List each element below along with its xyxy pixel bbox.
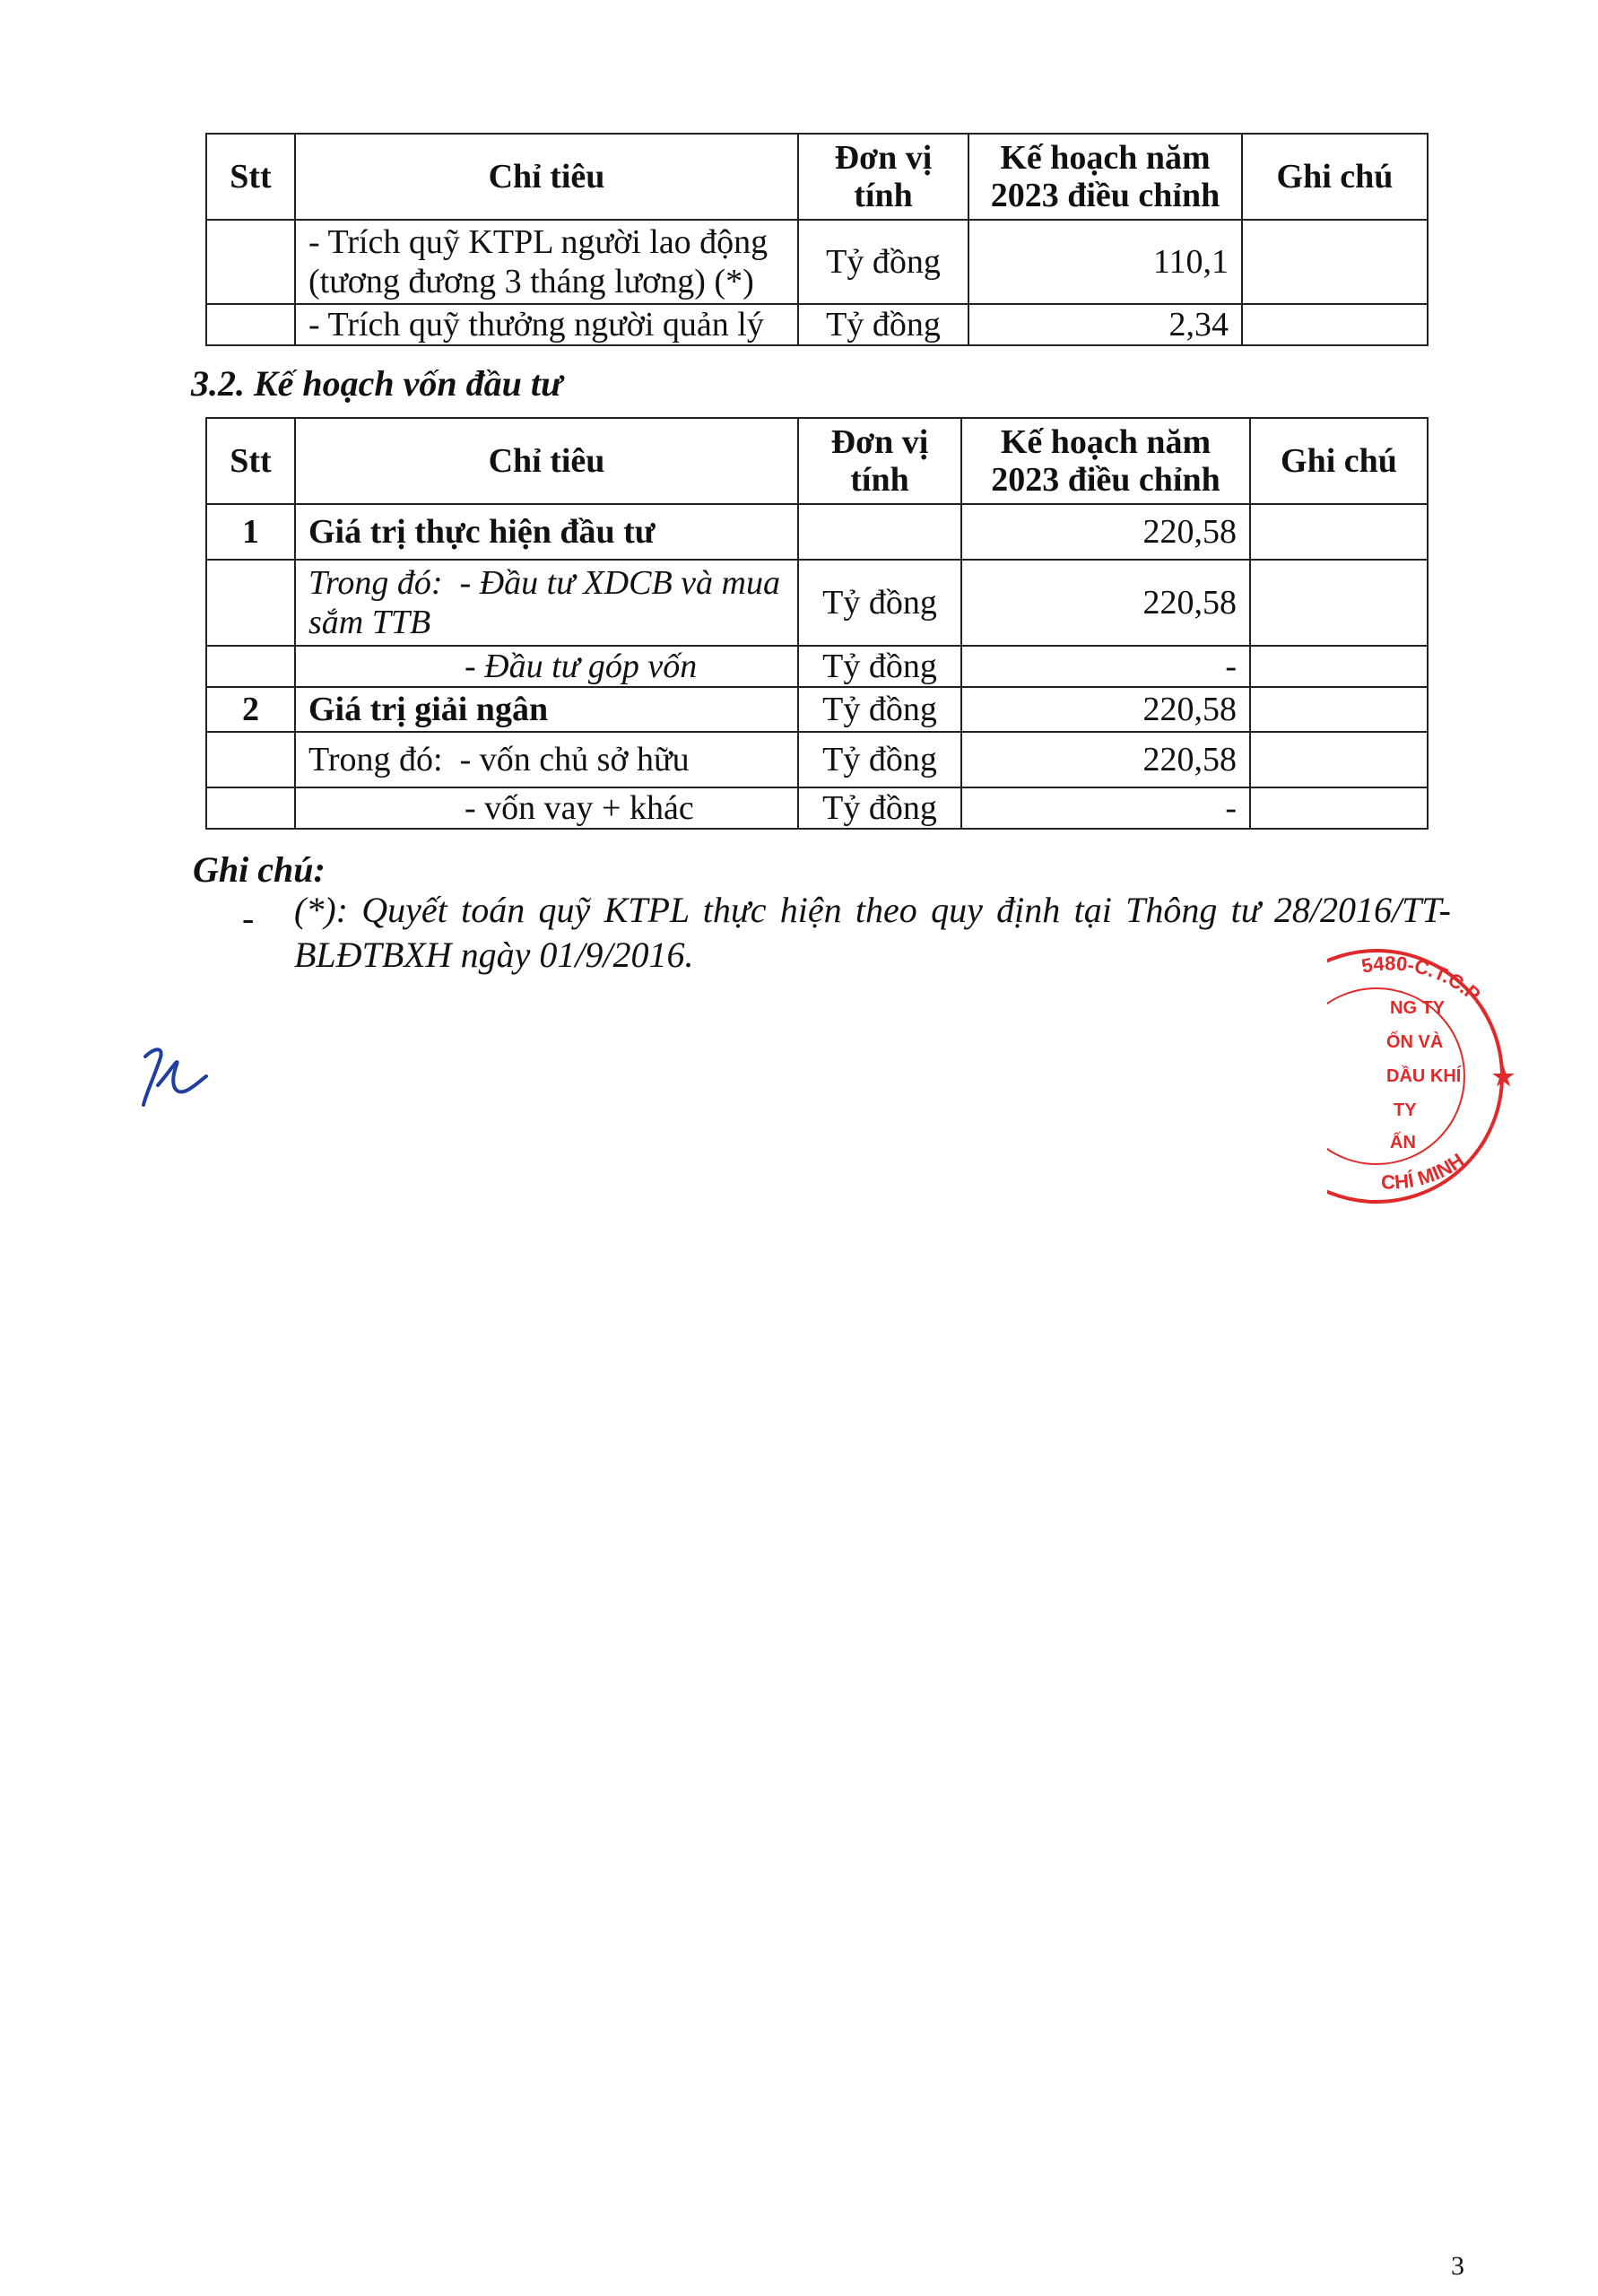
table-row <box>206 220 1428 304</box>
section-title: 3.2. Kế hoạch vốn đầu tư <box>191 363 563 404</box>
cell-stt <box>206 220 295 304</box>
cell-prefix: Trong đó: <box>308 741 443 778</box>
cell-chi-tieu: Giá trị thực hiện đầu tư <box>295 504 798 560</box>
cell-don-vi: Tỷ đồng <box>798 304 968 345</box>
cell-value: 220,58 <box>961 732 1250 787</box>
cell-chi-tieu: - Trích quỹ thưởng người quản lý <box>295 304 798 345</box>
header-ghi-chu: Ghi chú <box>1242 134 1428 220</box>
table-header-row <box>206 134 1428 220</box>
cell-chi-tieu <box>295 787 798 829</box>
cell-item: - vốn chủ sở hữu <box>459 741 690 778</box>
cell-prefix: Trong đó: <box>308 564 443 602</box>
cell-stt <box>206 646 295 687</box>
investment-table <box>205 417 1429 830</box>
cell-stt <box>206 787 295 829</box>
header-don-vi: Đơn vị tính <box>798 418 961 504</box>
page-number: 3 <box>1451 2251 1464 2281</box>
cell-value: 2,34 <box>968 304 1242 345</box>
cell-chi-tieu: - Trích quỹ KTPL người lao động (tương đương 3 tháng lương) (*) <box>295 220 798 304</box>
cell-item: - Đầu tư góp vốn <box>465 648 698 685</box>
cell-value: - <box>961 646 1250 687</box>
header-ke-hoach: Kế hoạch năm 2023 điều chỉnh <box>961 418 1250 504</box>
cell-value: 220,58 <box>961 504 1250 560</box>
stamp-arc-top: 5480-C.T.C.P <box>1359 952 1485 1006</box>
stamp-line: ẤN <box>1390 1133 1416 1152</box>
table-row <box>206 687 1428 732</box>
cell-value: 110,1 <box>968 220 1242 304</box>
cell-don-vi: Tỷ đồng <box>798 732 961 787</box>
cell-stt <box>206 732 295 787</box>
stamp-line: ỐN VÀ <box>1386 1032 1444 1052</box>
cell-chi-tieu <box>295 732 798 787</box>
cell-don-vi: Tỷ đồng <box>798 646 961 687</box>
header-chi-tieu: Chỉ tiêu <box>295 418 798 504</box>
table-row <box>206 787 1428 829</box>
table-row <box>206 732 1428 787</box>
company-stamp <box>1327 924 1524 1211</box>
stamp-arc-bottom: CHÍ MINH <box>1380 1148 1469 1194</box>
table-row <box>206 304 1428 345</box>
table-row <box>206 504 1428 560</box>
cell-value: 220,58 <box>961 560 1250 646</box>
cell-ghi-chu <box>1250 504 1428 560</box>
cell-don-vi <box>798 504 961 560</box>
stamp-line: NG TY <box>1390 998 1446 1018</box>
notes-title: Ghi chú: <box>193 849 326 890</box>
cell-item: - Đầu tư XDCB và mua sắm TTB <box>308 564 780 641</box>
cell-don-vi: Tỷ đồng <box>798 220 968 304</box>
header-ghi-chu: Ghi chú <box>1250 418 1428 504</box>
cell-chi-tieu <box>295 560 798 646</box>
cell-ghi-chu <box>1242 304 1428 345</box>
table-row <box>206 560 1428 646</box>
stamp-star-icon: ★ <box>1492 1063 1515 1091</box>
table-header-row <box>206 418 1428 504</box>
header-stt: Stt <box>206 418 295 504</box>
cell-ghi-chu <box>1242 220 1428 304</box>
note-bullet: - <box>242 898 255 938</box>
header-stt: Stt <box>206 134 295 220</box>
cell-don-vi: Tỷ đồng <box>798 787 961 829</box>
cell-ghi-chu <box>1250 732 1428 787</box>
cell-item: - vốn vay + khác <box>465 789 694 827</box>
cell-chi-tieu <box>295 646 798 687</box>
cell-ghi-chu <box>1250 787 1428 829</box>
cell-stt <box>206 304 295 345</box>
cell-ghi-chu <box>1250 646 1428 687</box>
cell-chi-tieu: Giá trị giải ngân <box>295 687 798 732</box>
header-chi-tieu: Chỉ tiêu <box>295 134 798 220</box>
stamp-line: TY <box>1394 1100 1417 1120</box>
stamp-line: DẦU KHÍ <box>1386 1066 1462 1086</box>
cell-value: 220,58 <box>961 687 1250 732</box>
svg-text:CHÍ MINH <box>1381 1149 1468 1194</box>
table-row <box>206 646 1428 687</box>
table-continued <box>205 133 1429 346</box>
header-ke-hoach: Kế hoạch năm 2023 điều chỉnh <box>968 134 1242 220</box>
cell-don-vi: Tỷ đồng <box>798 687 961 732</box>
cell-ghi-chu <box>1250 687 1428 732</box>
cell-ghi-chu <box>1250 560 1428 646</box>
cell-value: - <box>961 787 1250 829</box>
cell-stt: 2 <box>206 687 295 732</box>
cell-don-vi: Tỷ đồng <box>798 560 961 646</box>
cell-stt: 1 <box>206 504 295 560</box>
cell-stt <box>206 560 295 646</box>
signature-initials <box>135 1040 215 1112</box>
note-item: (*): Quyết toán quỹ KTPL thực hiện theo quy định tại Thông tư 28/2016/TT-BLĐTBXH ngày 01/9/2016. <box>294 890 1451 975</box>
header-don-vi: Đơn vị tính <box>798 134 968 220</box>
